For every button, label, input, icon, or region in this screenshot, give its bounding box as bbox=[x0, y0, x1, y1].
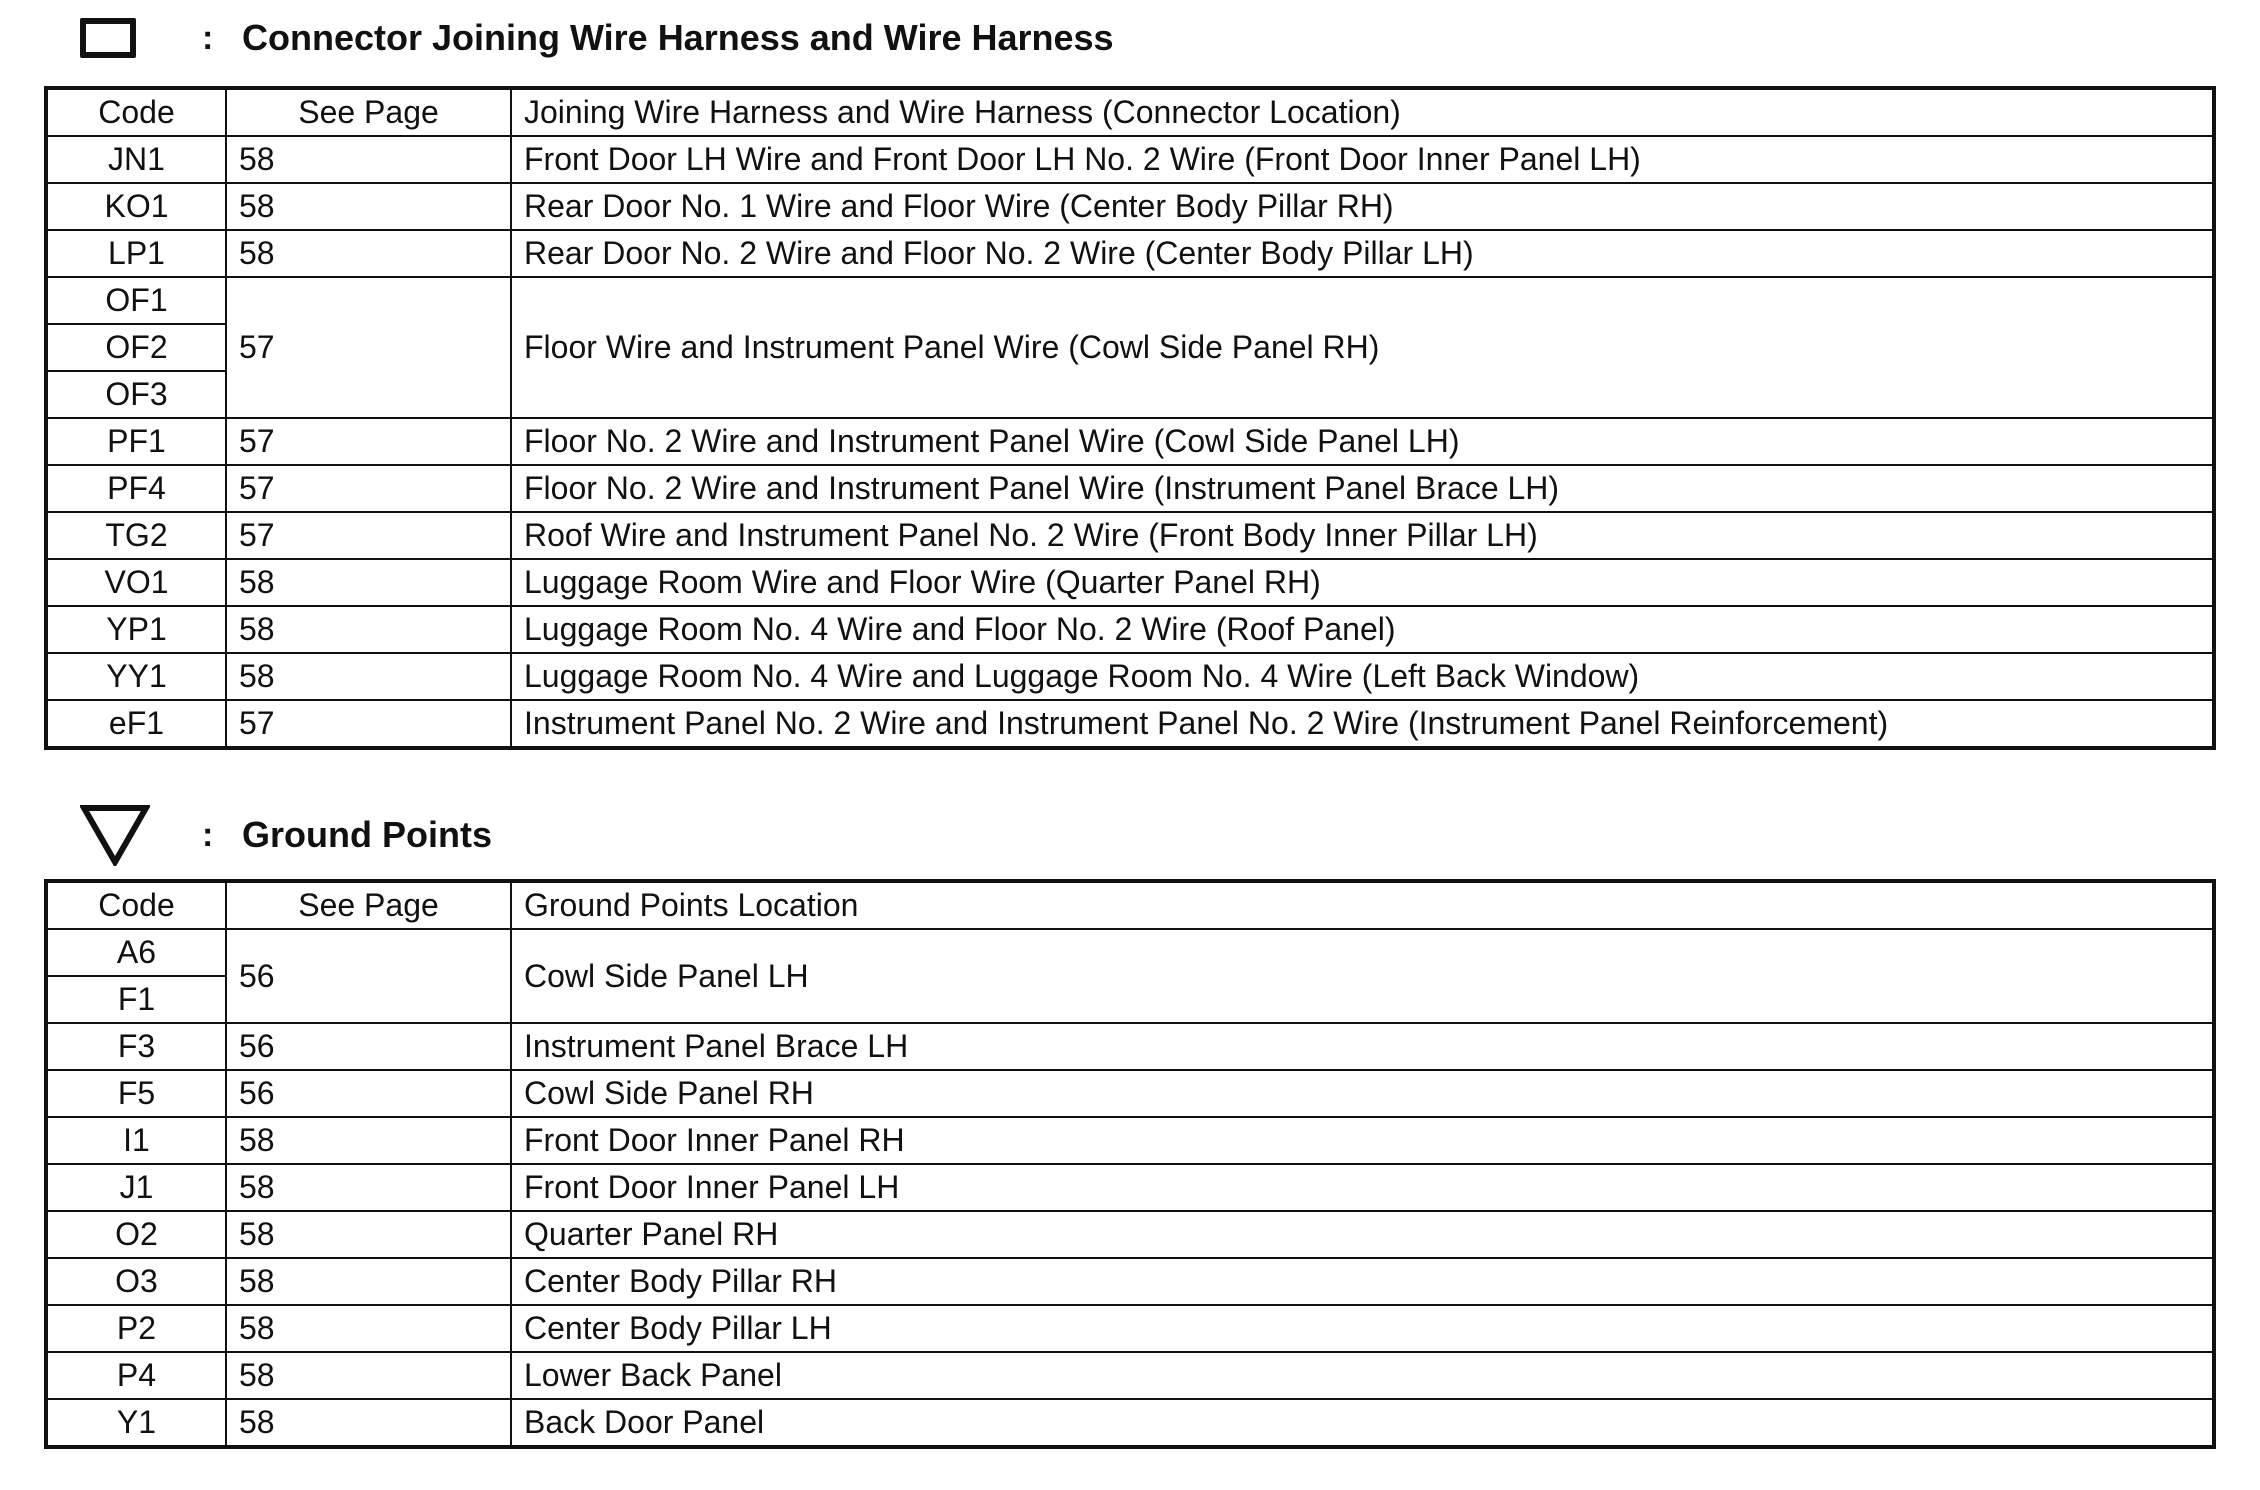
page-cell: 58 bbox=[226, 1399, 511, 1447]
code-cell: F3 bbox=[46, 1023, 226, 1070]
page-cell: 56 bbox=[226, 1070, 511, 1117]
location-cell: Floor Wire and Instrument Panel Wire (Cowl Side Panel RH) bbox=[511, 277, 2214, 418]
code-cell: Y1 bbox=[46, 1399, 226, 1447]
location-cell: Luggage Room Wire and Floor Wire (Quarter Panel RH) bbox=[511, 559, 2214, 606]
page-cell: 56 bbox=[226, 929, 511, 1023]
location-cell: Luggage Room No. 4 Wire and Floor No. 2 Wire (Roof Panel) bbox=[511, 606, 2214, 653]
table-row bbox=[46, 1117, 2214, 1164]
square-outline-icon bbox=[80, 18, 136, 58]
code-cell: eF1 bbox=[46, 700, 226, 748]
page-cell: 58 bbox=[226, 653, 511, 700]
location-cell: Cowl Side Panel RH bbox=[511, 1070, 2214, 1117]
page-cell: 57 bbox=[226, 512, 511, 559]
location-cell: Rear Door No. 2 Wire and Floor No. 2 Wire (Center Body Pillar LH) bbox=[511, 230, 2214, 277]
table-row bbox=[46, 929, 2214, 976]
page-cell: 56 bbox=[226, 1023, 511, 1070]
code-cell: KO1 bbox=[46, 183, 226, 230]
page-cell: 58 bbox=[226, 183, 511, 230]
ground-section-title: Ground Points bbox=[242, 814, 492, 855]
ground-table bbox=[44, 879, 2216, 1449]
page-cell: 57 bbox=[226, 277, 511, 418]
location-cell: Roof Wire and Instrument Panel No. 2 Wire (Front Body Inner Pillar LH) bbox=[511, 512, 2214, 559]
location-cell: Lower Back Panel bbox=[511, 1352, 2214, 1399]
location-cell: Quarter Panel RH bbox=[511, 1211, 2214, 1258]
location-cell: Instrument Panel Brace LH bbox=[511, 1023, 2214, 1070]
downward-triangle-icon bbox=[80, 804, 150, 866]
ground-colon: : bbox=[202, 815, 214, 854]
page-cell: 57 bbox=[226, 418, 511, 465]
connector-table-header-row bbox=[46, 88, 2214, 136]
location-cell: Center Body Pillar RH bbox=[511, 1258, 2214, 1305]
table-row bbox=[46, 700, 2214, 748]
page-cell: 58 bbox=[226, 136, 511, 183]
table-row bbox=[46, 559, 2214, 606]
code-cell: YP1 bbox=[46, 606, 226, 653]
table-row bbox=[46, 230, 2214, 277]
code-cell: PF1 bbox=[46, 418, 226, 465]
code-cell: P4 bbox=[46, 1352, 226, 1399]
connector-table bbox=[44, 86, 2216, 750]
location-cell: Center Body Pillar LH bbox=[511, 1305, 2214, 1352]
ground-header-page: See Page bbox=[226, 881, 511, 929]
table-row bbox=[46, 1070, 2214, 1117]
table-row bbox=[46, 653, 2214, 700]
table-row bbox=[46, 512, 2214, 559]
table-row bbox=[46, 1352, 2214, 1399]
connector-colon: : bbox=[202, 18, 214, 57]
code-cell: OF2 bbox=[46, 324, 226, 371]
code-cell: O3 bbox=[46, 1258, 226, 1305]
table-row bbox=[46, 277, 2214, 324]
page-cell: 58 bbox=[226, 230, 511, 277]
table-row bbox=[46, 606, 2214, 653]
table-row bbox=[46, 1258, 2214, 1305]
page-cell: 58 bbox=[226, 559, 511, 606]
ground-section-header bbox=[80, 800, 1580, 870]
code-cell: YY1 bbox=[46, 653, 226, 700]
code-cell: PF4 bbox=[46, 465, 226, 512]
location-cell: Cowl Side Panel LH bbox=[511, 929, 2214, 1023]
location-cell: Front Door Inner Panel RH bbox=[511, 1117, 2214, 1164]
table-row bbox=[46, 418, 2214, 465]
code-cell: JN1 bbox=[46, 136, 226, 183]
code-cell: F1 bbox=[46, 976, 226, 1023]
page-cell: 58 bbox=[226, 1164, 511, 1211]
code-cell: J1 bbox=[46, 1164, 226, 1211]
connector-header-location: Joining Wire Harness and Wire Harness (Connector Location) bbox=[511, 88, 2214, 136]
table-row bbox=[46, 1164, 2214, 1211]
table-row bbox=[46, 1399, 2214, 1447]
table-row bbox=[46, 465, 2214, 512]
code-cell: I1 bbox=[46, 1117, 226, 1164]
page-cell: 57 bbox=[226, 465, 511, 512]
location-cell: Luggage Room No. 4 Wire and Luggage Room No. 4 Wire (Left Back Window) bbox=[511, 653, 2214, 700]
code-cell: VO1 bbox=[46, 559, 226, 606]
code-cell: OF3 bbox=[46, 371, 226, 418]
connector-header-code: Code bbox=[46, 88, 226, 136]
code-cell: O2 bbox=[46, 1211, 226, 1258]
connector-section-title: Connector Joining Wire Harness and Wire Harness bbox=[242, 17, 1114, 58]
page-cell: 58 bbox=[226, 606, 511, 653]
ground-header-location: Ground Points Location bbox=[511, 881, 2214, 929]
location-cell: Front Door LH Wire and Front Door LH No. 2 Wire (Front Door Inner Panel LH) bbox=[511, 136, 2214, 183]
location-cell: Instrument Panel No. 2 Wire and Instrument Panel No. 2 Wire (Instrument Panel Reinforcement) bbox=[511, 700, 2214, 748]
code-cell: OF1 bbox=[46, 277, 226, 324]
location-cell: Floor No. 2 Wire and Instrument Panel Wire (Instrument Panel Brace LH) bbox=[511, 465, 2214, 512]
connector-header-page: See Page bbox=[226, 88, 511, 136]
table-row bbox=[46, 183, 2214, 230]
table-row bbox=[46, 1211, 2214, 1258]
code-cell: LP1 bbox=[46, 230, 226, 277]
table-row bbox=[46, 1305, 2214, 1352]
page-cell: 58 bbox=[226, 1305, 511, 1352]
code-cell: TG2 bbox=[46, 512, 226, 559]
location-cell: Back Door Panel bbox=[511, 1399, 2214, 1447]
page-cell: 58 bbox=[226, 1117, 511, 1164]
code-cell: P2 bbox=[46, 1305, 226, 1352]
code-cell: F5 bbox=[46, 1070, 226, 1117]
page-cell: 58 bbox=[226, 1352, 511, 1399]
connector-section-header bbox=[80, 8, 1580, 68]
location-cell: Front Door Inner Panel LH bbox=[511, 1164, 2214, 1211]
location-cell: Floor No. 2 Wire and Instrument Panel Wire (Cowl Side Panel LH) bbox=[511, 418, 2214, 465]
code-cell: A6 bbox=[46, 929, 226, 976]
page-cell: 58 bbox=[226, 1258, 511, 1305]
ground-table-header-row bbox=[46, 881, 2214, 929]
page-cell: 58 bbox=[226, 1211, 511, 1258]
location-cell: Rear Door No. 1 Wire and Floor Wire (Center Body Pillar RH) bbox=[511, 183, 2214, 230]
ground-header-code: Code bbox=[46, 881, 226, 929]
page-cell: 57 bbox=[226, 700, 511, 748]
table-row bbox=[46, 136, 2214, 183]
table-row bbox=[46, 1023, 2214, 1070]
